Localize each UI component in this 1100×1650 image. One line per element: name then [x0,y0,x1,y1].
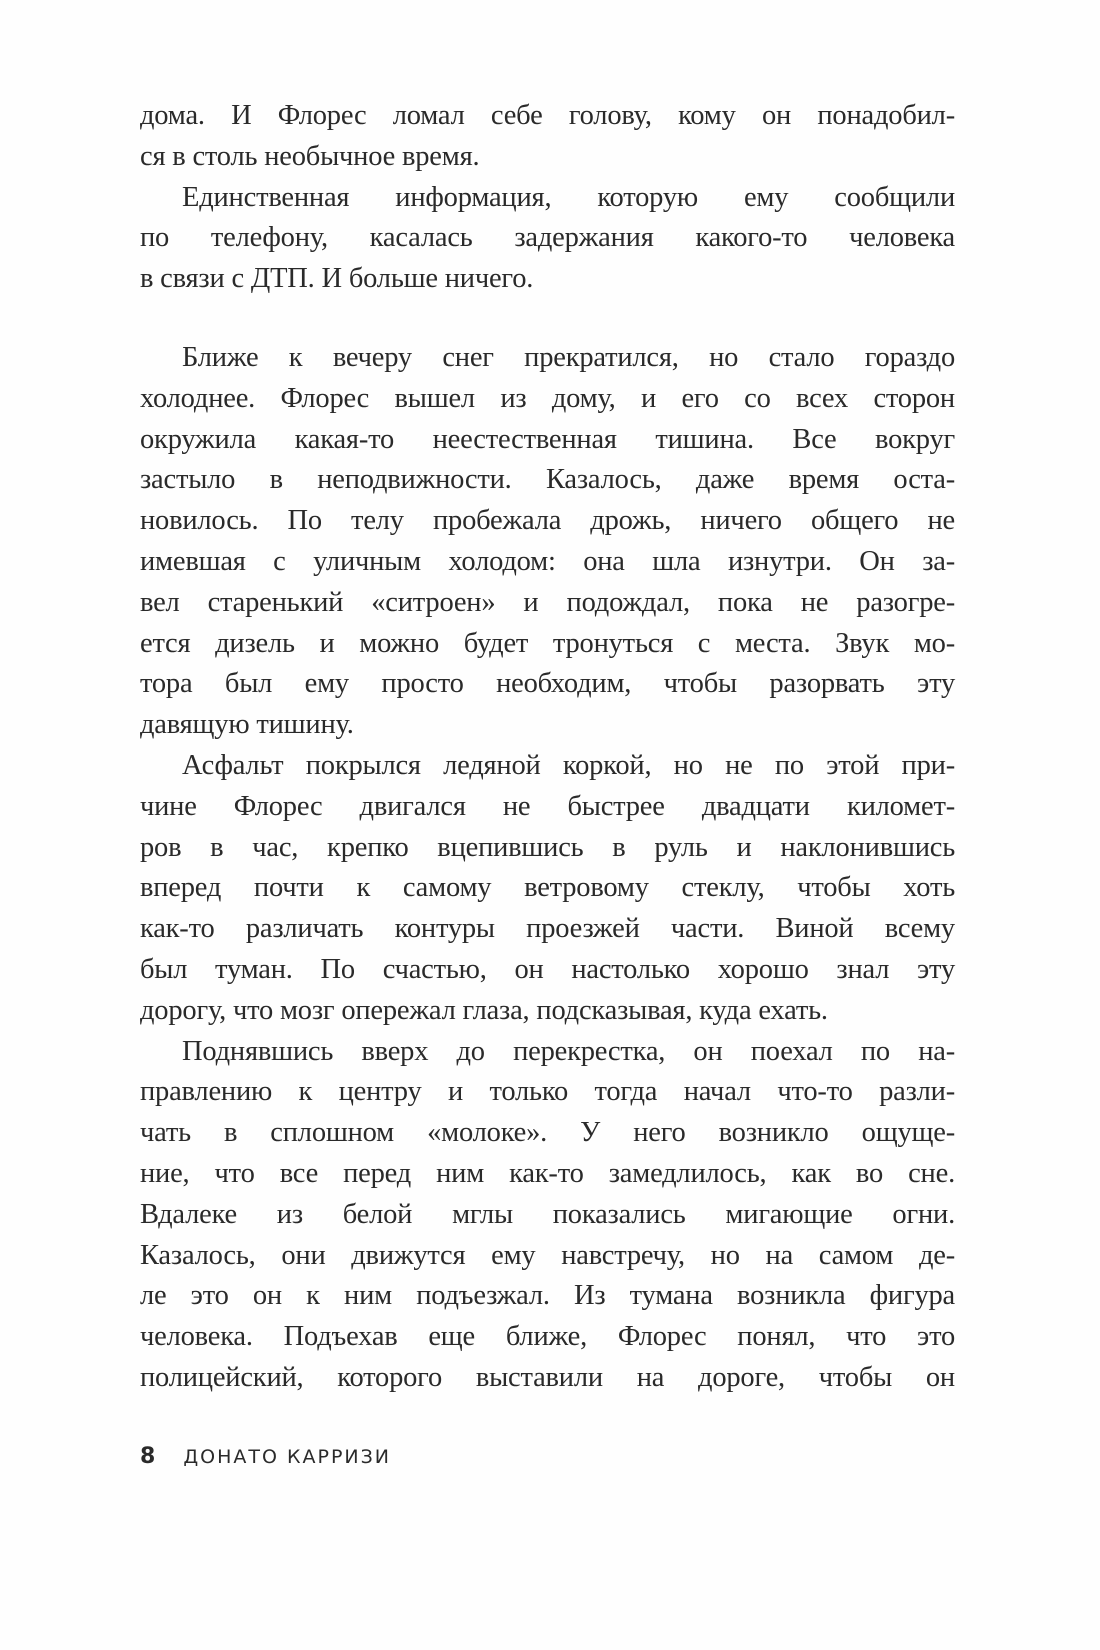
section-break [140,300,955,338]
text-line: вперед почти к самому ветровому стеклу, чтобы хоть [140,872,955,904]
text-line: новилось. По телу пробежала дрожь, ничего общего не [140,505,955,537]
text-line: окружила какая-то неестественная тишина. Все вокруг [140,423,955,455]
text-line: Вдалеке из белой мглы показались мигающие огни. [140,1198,955,1230]
text-line: давящую тишину. [140,709,354,741]
text-line: Поднявшись вверх до перекрестка, он поехал по на- [182,1035,955,1067]
text-line: Ближе к вечеру снег прекратился, но стало гораздо [182,341,955,373]
paragraph [140,746,955,1032]
page-footer [140,1444,391,1469]
text-line: ся в столь необычное время. [140,140,480,172]
text-line: был туман. По счастью, он настолько хорошо знал эту [140,953,955,985]
text-line: ров в час, крепко вцепившись в руль и наклонившись [140,831,955,863]
text-line: по телефону, касалась задержания какого-то человека [140,222,955,254]
text-line: ется дизель и можно будет тронуться с места. Звук мо- [140,627,955,659]
paragraph [140,178,955,300]
text-line: ле это он к ним подъезжал. Из тумана возникла фигура [140,1280,955,1312]
text-line: Казалось, они движутся ему навстречу, но на самом де- [140,1239,955,1271]
text-line: ние, что все перед ним как-то замедлилось, как во сне. [140,1157,955,1189]
text-line: дорогу, что мозг опережал глаза, подсказывая, куда ехать. [140,994,828,1026]
text-line: как-то различать контуры проезжей части. Виной всему [140,913,955,945]
text-line: застыло в неподвижности. Казалось, даже время оста- [140,464,955,496]
page-number: 8 [140,1444,156,1469]
text-line: тора был ему просто необходим, чтобы разорвать эту [140,668,955,700]
text-line: холоднее. Флорес вышел из дому, и его со всех сторон [140,382,955,414]
text-line: человека. Подъехав еще ближе, Флорес понял, что это [140,1321,955,1353]
text-line: в связи с ДТП. И больше ничего. [140,263,534,295]
paragraph [140,338,955,746]
body-text [140,96,955,1399]
paragraph [140,1032,955,1399]
text-line: вел старенький «ситроен» и подождал, пока не разогре- [140,586,955,618]
text-line: чать в сплошном «молоке». У него возникло ощуще- [140,1117,955,1149]
text-line: правлению к центру и только тогда начал что-то разли- [140,1076,955,1108]
paragraph [140,96,955,178]
text-line: чине Флорес двигался не быстрее двадцати километ- [140,790,955,822]
text-line: Единственная информация, которую ему сообщили [182,181,955,213]
text-line: Асфальт покрылся ледяной коркой, но не по этой при- [182,749,955,781]
running-head-author: ДОНАТО КАРРИЗИ [183,1446,392,1468]
text-line: дома. И Флорес ломал себе голову, кому он понадобил- [140,100,955,131]
text-line: полицейский, которого выставили на дороге, чтобы он [140,1361,955,1393]
text-line: имевшая с уличным холодом: она шла изнутри. Он за- [140,545,955,577]
